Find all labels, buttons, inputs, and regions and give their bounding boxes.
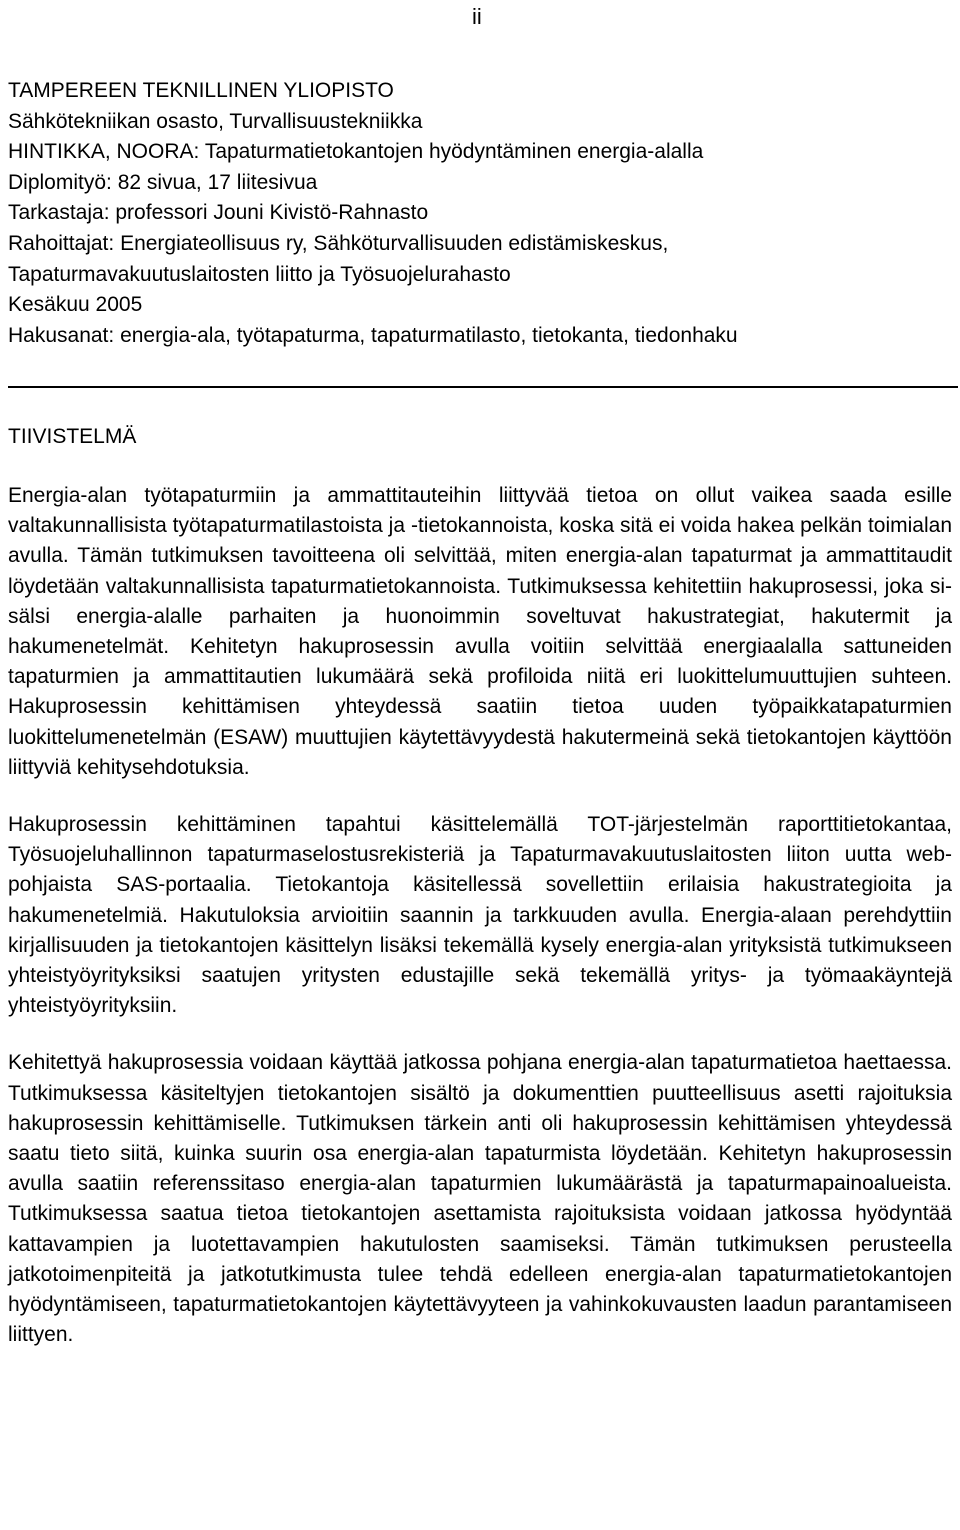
examiner: Tarkastaja: professori Jouni Kivistö-Rahnasto — [8, 201, 429, 225]
funders-line-2: Tapaturmavakuutuslaitosten liitto ja Työsuojelurahasto — [8, 262, 511, 286]
abstract-paragraph-2: Hakuprosessin kehittäminen tapahtui käsittelemällä TOT-järjestelmän raporttitietokantaa, Työsuojeluhallinnon tapaturmaselostusrekisteriä ja Tapaturmavakuutuslaitosten liiton uutta web-pohjaista SAS-portaalia. Tietokantoja käsitellessä sovellettiin erilaisia hakustrategioita ja hakumenetelmiä. Hakutuloksia arvioitiin saannin ja tarkkuuden avulla. Energia-alaan perehdyttiin kirjallisuuden ja tietokantojen käsittelyn lisäksi tekemällä kysely energia-alan yrityksistä tutkimukseen yhteistyöyrityksiksi saatujen yritysten edustajille sekä tekemällä yritys- ja työmaakäyntejä yhteistyöyrityksiin. — [8, 813, 952, 1018]
thesis-metadata — [8, 76, 952, 351]
keywords: Hakusanat: energia-ala, työtapaturma, tapaturmatilasto, tietokanta, tiedonhaku — [8, 323, 738, 347]
university-name: TAMPEREEN TEKNILLINEN YLIOPISTO — [8, 79, 394, 102]
abstract-heading: TIIVISTELMÄ — [8, 425, 137, 448]
page-number: ii — [472, 4, 482, 29]
horizontal-rule — [8, 386, 958, 388]
author-and-title: HINTIKKA, NOORA: Tapaturmatietokantojen hyödyntäminen energia-alalla — [8, 140, 704, 164]
date: Kesäkuu 2005 — [8, 293, 143, 317]
abstract-paragraph-1: Energia-alan työtapaturmiin ja ammattitauteihin liittyvää tietoa on ollut vaikea saada esille valtakunnallisista työtapaturmatilastoista ja -tietokannoista, koska sitä ei voida hakea pelkän toimialan avulla. Tämän tutkimuksen tavoitteena oli selvittää, miten energia-alan tapaturmat ja ammattitaudit löydetään valtakunnallisista tapaturmatietokannoista. Tutkimuksessa kehitettiin hakuprosessi, joka sisälsi energia-alalle parhaiten ja huonoimmin soveltuvat hakustrategiat, hakutermit ja hakumenetelmät. Kehitetyn hakuprosessin avulla voitiin selvittää energiaalalla sattuneiden tapaturmien ja ammattitautien lukumäärä sekä profiloida niitä eri luokittelumuuttujien suhteen. Hakuprosessin kehittämisen yhteydessä saatiin tietoa uuden työpaikkatapaturmien luokittelumenetelmän (ESAW) muuttujien käytettävyydestä hakutermeinä sekä tietokantojen käyttöön liittyviä kehitysehdotuksia. — [8, 484, 952, 779]
department: Sähkötekniikan osasto, Turvallisuustekniikka — [8, 109, 423, 133]
abstract-body — [8, 481, 952, 1350]
abstract-paragraph-3: Kehitettyä hakuprosessia voidaan käyttää jatkossa pohjana energia-alan tapaturmatietoa haettaessa. Tutkimuksessa käsiteltyjen tietokantojen sisältö ja dokumenttien puutteellisuus asetti rajoituksia hakuprosessin kehittämiselle. Tutkimuksen tärkein anti oli hakuprosessin kehittämisen yhteydessä saatu tieto siitä, kuinka suurin osa energia-alan tapaturmista löydetään. Kehitetyn hakuprosessin avulla saatiin referenssitaso energia-alan tapaturmien lukumäärästä ja tapaturmapainoalueista. Tutkimuksessa saatua tietoa tietokantojen asettamista rajoituksista voidaan jatkossa hyödyntää kattavampien ja luotettavampien hakutulosten saamiseksi. Tämän tutkimuksen perusteella jatkotoimenpiteitä ja jatkotutkimusta tulee tehdä edelleen energia-alan tapaturmatietokantojen hyödyntämiseen, tapaturmatietokantojen käytettävyyteen ja vahinkokuvausten laadun parantamiseen liittyen. — [8, 1051, 952, 1347]
funders-line-1: Rahoittajat: Energiateollisuus ry, Sähköturvallisuuden edistämiskeskus, — [8, 231, 669, 255]
thesis-info: Diplomityö: 82 sivua, 17 liitesivua — [8, 170, 318, 194]
